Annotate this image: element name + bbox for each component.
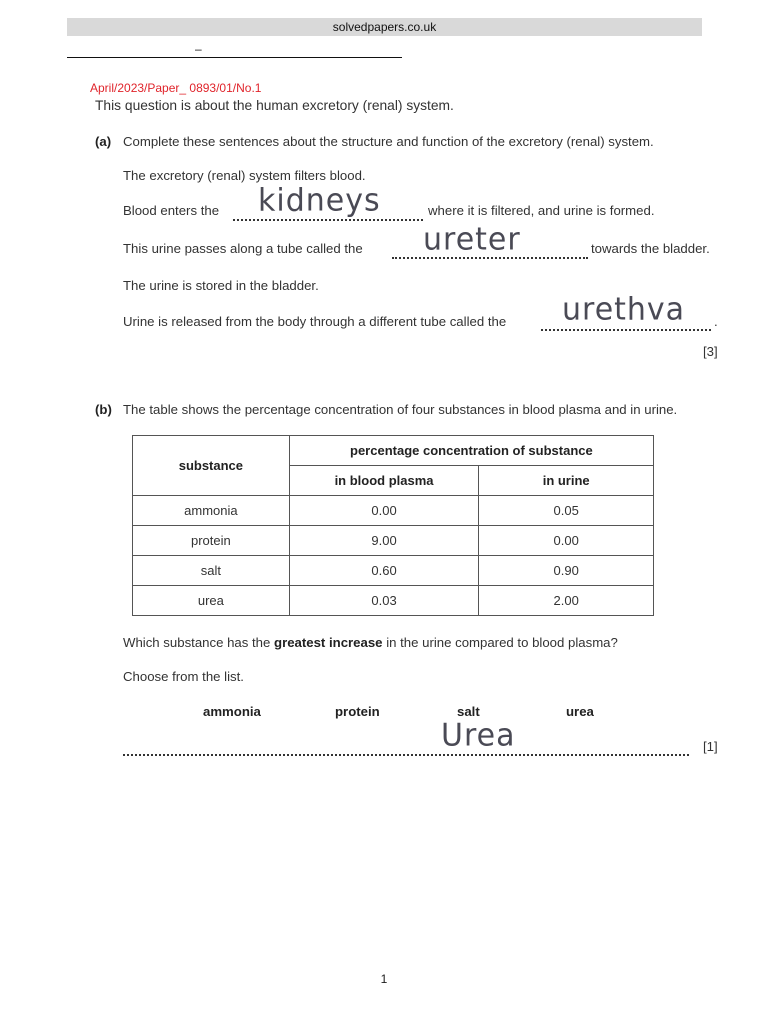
sentence-1: The excretory (renal) system filters blood. [123,168,366,183]
sentence-2-end: where it is filtered, and urine is formed. [428,203,655,218]
sentence-2-start: Blood enters the [123,203,220,218]
sentence-4: The urine is stored in the bladder. [123,278,319,293]
option-ammonia: ammonia [203,704,261,719]
cell-plasma: 0.03 [289,586,479,616]
cell-urine: 0.90 [479,556,654,586]
header-plasma: in blood plasma [289,466,479,496]
handwritten-answer-ureter: ureter [423,221,521,258]
question-start: Which substance has the [123,635,271,650]
header-mark: – [195,42,202,56]
cell-substance: ammonia [133,496,290,526]
sentence-3-start: This urine passes along a tube called the [123,241,363,256]
cell-substance: protein [133,526,290,556]
sentence-5-end: . [714,314,718,329]
question-end: in the urine compared to blood plasma? [386,635,618,650]
option-protein: protein [335,704,380,719]
table-row [133,496,654,526]
question-emphasis: greatest increase [274,635,383,650]
answer-line-1 [233,219,423,221]
page-number: 1 [380,972,388,986]
cell-urine: 2.00 [479,586,654,616]
sentence-5-start: Urine is released from the body through a different tube called the [123,314,507,329]
header-urine: in urine [479,466,654,496]
question-text [123,635,618,650]
option-salt: salt [457,704,480,719]
marks-b: [1] [703,739,718,754]
sentence-3-end: towards the bladder. [591,241,710,256]
answer-line-3 [541,329,711,331]
choose-instruction: Choose from the list. [123,669,244,684]
handwritten-answer-kidneys: kidneys [258,182,381,219]
question-intro: This question is about the human excretory (renal) system. [95,98,454,113]
option-urea: urea [566,704,594,719]
cell-plasma: 0.00 [289,496,479,526]
header-percentage: percentage concentration of substance [289,436,653,466]
handwritten-answer-urethra: urethva [562,291,686,328]
paper-reference: April/2023/Paper_ 0893/01/No.1 [90,81,262,95]
header-substance: substance [133,436,290,496]
site-header: solvedpapers.co.uk [67,18,702,36]
header-rule [67,57,402,58]
table-row [133,586,654,616]
marks-a: [3] [703,344,718,359]
part-a-label: (a) [95,134,112,149]
cell-urine: 0.00 [479,526,654,556]
part-b-instruction: The table shows the percentage concentration of four substances in blood plasma and in urine. [123,402,678,417]
answer-line-b [123,754,689,756]
part-a-instruction: Complete these sentences about the structure and function of the excretory (renal) system. [123,134,654,149]
handwritten-answer-urea: Urea [441,717,516,754]
table-row [133,556,654,586]
cell-plasma: 9.00 [289,526,479,556]
cell-substance: salt [133,556,290,586]
part-b-label: (b) [95,402,112,417]
table-row [133,526,654,556]
concentration-table [132,435,654,616]
cell-urine: 0.05 [479,496,654,526]
cell-substance: urea [133,586,290,616]
cell-plasma: 0.60 [289,556,479,586]
